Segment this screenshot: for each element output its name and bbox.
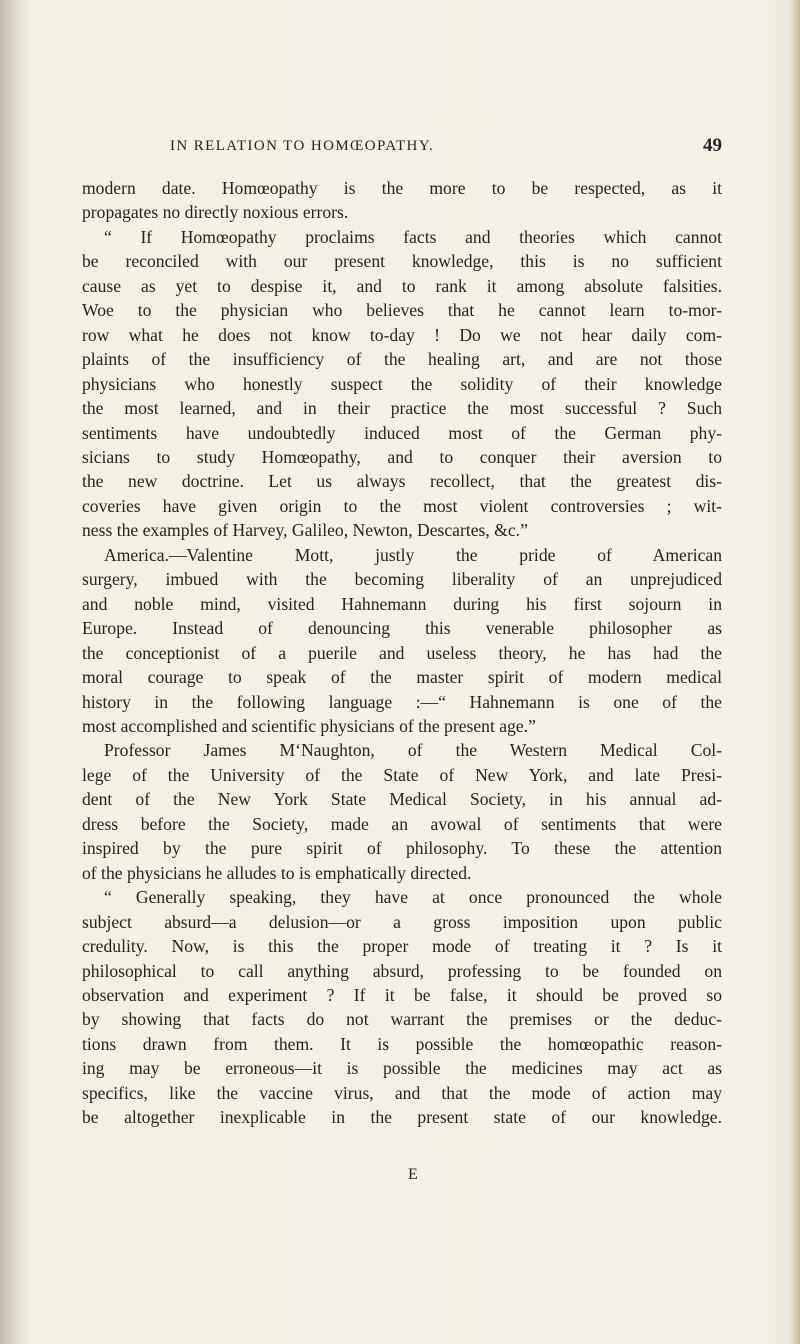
text-line: moral courage to speak of the master spirit of modern medical [82, 667, 722, 688]
text-line: sentiments have undoubtedly induced most of the German phy- [82, 422, 722, 443]
text-line: propagates no directly noxious errors. [82, 202, 349, 223]
text-line: ness the examples of Harvey, Galileo, Newton, Descartes, &c.” [82, 520, 528, 541]
text-line: Professor James M‘Naughton, of the Western Medical Col- [104, 740, 722, 761]
text-line: specifics, like the vaccine virus, and that the mode of action may [82, 1082, 722, 1103]
gutter-shadow [0, 0, 28, 1344]
text-line: row what he does not know to-day ! Do we not hear daily com- [82, 324, 722, 345]
text-line: plaints of the insufficiency of the healing art, and are not those [82, 349, 722, 370]
running-title: IN RELATION TO HOMŒOPATHY. [170, 138, 435, 154]
text-line: Europe. Instead of denouncing this venerable philosopher as [82, 618, 722, 639]
text-line: coveries have given origin to the most violent controversies ; wit- [82, 495, 722, 516]
text-line: dent of the New York State Medical Society, in his annual ad- [82, 789, 722, 810]
text-line: of the physicians he alludes to is emphatically directed. [82, 862, 472, 883]
text-line: modern date. Homœopathy is the more to be respected, as it [82, 178, 722, 198]
text-line: observation and experiment ? If it be false, it should be proved so [82, 984, 722, 1005]
text-line: subject absurd—a delusion—or a gross imposition upon public [82, 911, 722, 932]
page-edge-stain [790, 0, 800, 1344]
text-line: “ Generally speaking, they have at once pronounced the whole [104, 887, 722, 908]
text-line: America.—Valentine Mott, justly the pride of American [104, 544, 722, 565]
text-line: be reconciled with our present knowledge, this is no sufficient [82, 251, 722, 272]
text-line: physicians who honestly suspect the solidity of their knowledge [82, 373, 722, 394]
text-line: the conceptionist of a puerile and useless theory, he has had the [82, 642, 722, 663]
text-line: sicians to study Homœopathy, and to conquer their aversion to [82, 446, 722, 467]
page-number: 49 [703, 135, 722, 156]
text-line: inspired by the pure spirit of philosophy. To these the attention [82, 838, 722, 859]
text-line: the most learned, and in their practice the most successful ? Such [82, 398, 722, 419]
text-line: philosophical to call anything absurd, professing to be founded on [82, 960, 722, 981]
text-line: ing may be erroneous—it is possible the medicines may act as [82, 1058, 722, 1079]
running-head [82, 135, 722, 162]
text-line: dress before the Society, made an avowal of sentiments that were [82, 813, 722, 834]
text-line: lege of the University of the State of New York, and late Presi- [82, 764, 722, 785]
text-line: Woe to the physician who believes that he cannot learn to-mor- [82, 300, 722, 321]
text-line: tions drawn from them. It is possible the homœopathic reason- [82, 1033, 722, 1054]
text-line: by showing that facts do not warrant the premises or the deduc- [82, 1009, 722, 1030]
text-line: and noble mind, visited Hahnemann during his first sojourn in [82, 593, 722, 614]
text-line: surgery, imbued with the becoming liberality of an unprejudiced [82, 569, 722, 590]
text-line: cause as yet to despise it, and to rank it among absolute falsities. [82, 275, 722, 296]
text-line: credulity. Now, is this the proper mode of treating it ? Is it [82, 936, 722, 957]
text-line: be altogether inexplicable in the present state of our knowledge. [82, 1107, 722, 1128]
signature-mark: E [408, 1166, 418, 1183]
text-line: the new doctrine. Let us always recollect, that the greatest dis- [82, 471, 722, 492]
text-line: history in the following language :—“ Hahnemann is one of the [82, 691, 722, 712]
text-line: “ If Homœopathy proclaims facts and theories which cannot [104, 226, 722, 247]
body-text [82, 176, 722, 1130]
text-line: most accomplished and scientific physicians of the present age.” [82, 715, 536, 736]
